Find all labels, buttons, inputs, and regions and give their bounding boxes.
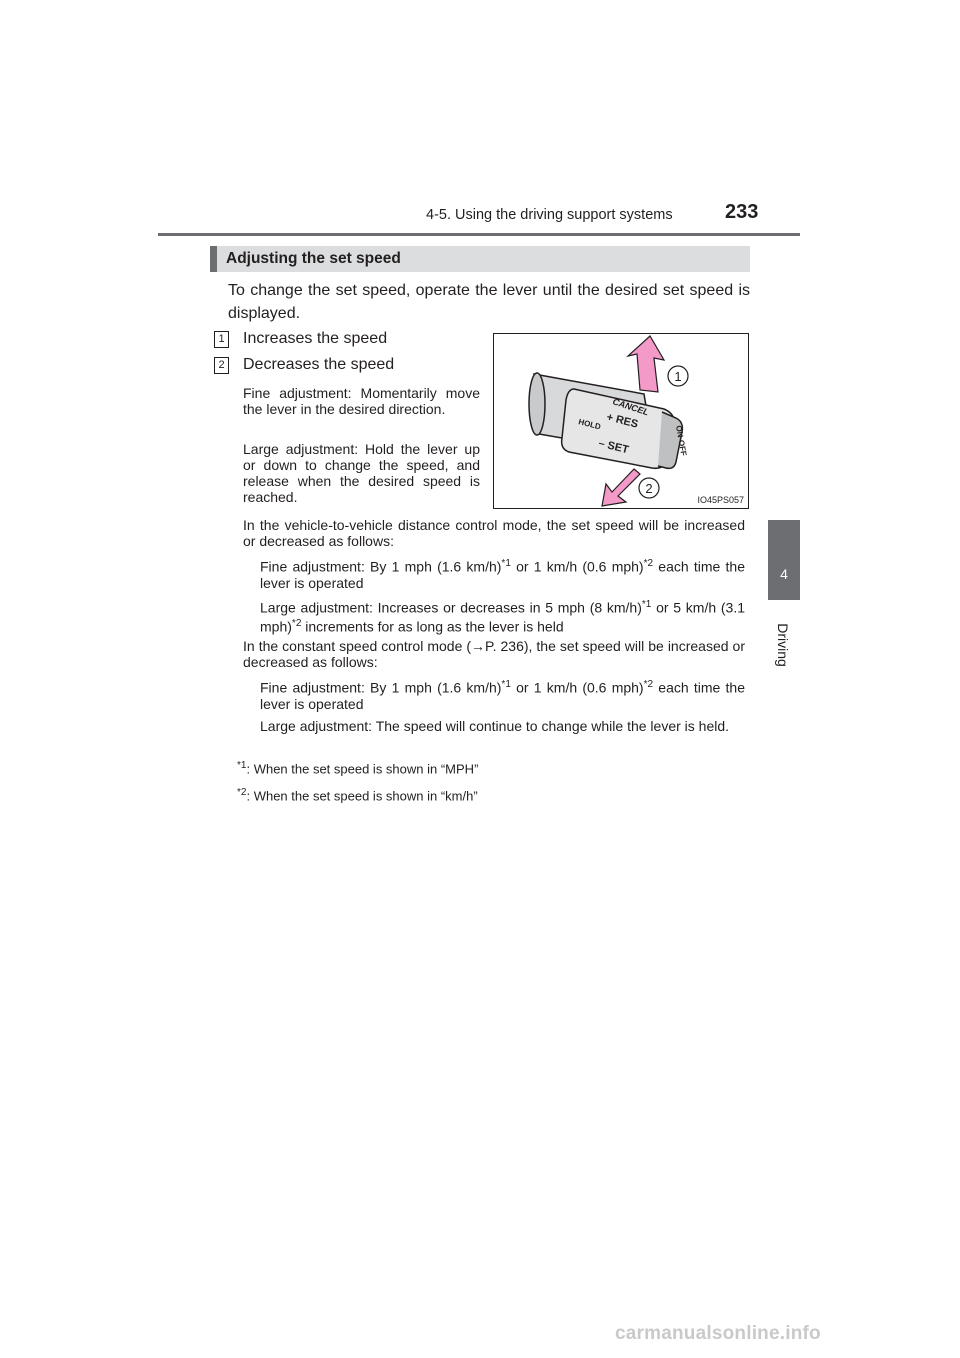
footnote-mark: *2 bbox=[643, 679, 654, 690]
res-label: + RES bbox=[605, 411, 640, 431]
number-badge: 2 bbox=[214, 357, 229, 374]
number-badge: 1 bbox=[214, 331, 229, 348]
page-number: 233 bbox=[725, 201, 759, 223]
list-item-label: Decreases the speed bbox=[243, 356, 395, 373]
intro-paragraph: To change the set speed, operate the lever until the desired set speed is displayed. bbox=[228, 282, 750, 322]
footnote-mark: *1 bbox=[501, 558, 511, 569]
chapter-label-text: Driving bbox=[775, 623, 791, 667]
constant-mode-intro: In the constant speed control mode (→P. 236), the set speed will be increased or decreased as follows: bbox=[243, 638, 745, 670]
set-label: – SET bbox=[597, 437, 630, 457]
large-adjustment-text: Large adjustment: Hold the lever up or down to change the speed, and release when the desired speed is reached. bbox=[243, 441, 480, 505]
footnote-mark: *2 bbox=[291, 617, 302, 629]
callout-2: 2 bbox=[645, 481, 653, 496]
footnote-mark: *2 bbox=[643, 558, 654, 569]
footnote-mark: *1 bbox=[237, 760, 247, 771]
list-item-decrease bbox=[214, 356, 394, 376]
list-item-increase bbox=[214, 330, 387, 350]
chapter-label bbox=[770, 610, 796, 680]
vehicle-fine-adjustment: Fine adjustment: By 1 mph (1.6 km/h)$^{*1}$ or 1 km/h (0.6 mph)$^{*2}$ each time the lever is operated bbox=[260, 558, 745, 591]
vehicle-large-adjustment: Large adjustment: Increases or decreases in 5 mph (8 km/h)$^{*1}$ or 5 km/h (3.1 mph)$^{*2}$ increments for as long as the lever is held bbox=[260, 599, 745, 635]
figure-code: IO45PS057 bbox=[697, 495, 744, 505]
onoff-label: ON-OFF bbox=[674, 424, 689, 457]
callout-1: 1 bbox=[674, 369, 682, 384]
footnote-2: $^{*2}$: When the set speed is shown in “km/h” bbox=[237, 787, 478, 804]
down-arrow-icon bbox=[602, 469, 640, 506]
list-item-label: Increases the speed bbox=[243, 330, 388, 347]
vehicle-mode-intro: In the vehicle-to-vehicle distance control mode, the set speed will be increased or decreased as follows: bbox=[243, 517, 745, 549]
footnote-mark: *1 bbox=[501, 679, 511, 690]
header-rule bbox=[158, 233, 800, 236]
section-title: Adjusting the set speed bbox=[226, 250, 401, 267]
running-header: 4-5. Using the driving support systems bbox=[426, 207, 673, 223]
section-heading bbox=[210, 246, 750, 272]
chapter-tab bbox=[768, 520, 800, 600]
lever-diagram bbox=[494, 334, 748, 508]
lever-illustration bbox=[493, 333, 749, 509]
footnote-1: $^{*1}$: When the set speed is shown in “MPH” bbox=[237, 760, 479, 777]
footnote-mark: *1 bbox=[641, 599, 652, 610]
watermark: carmanualsonline.info bbox=[615, 1323, 821, 1344]
lever-base bbox=[529, 373, 545, 435]
constant-large-adjustment: Large adjustment: The speed will continue to change while the lever is held. bbox=[260, 718, 730, 734]
constant-fine-adjustment: Fine adjustment: By 1 mph (1.6 km/h)$^{*1}$ or 1 km/h (0.6 mph)$^{*2}$ each time the lever is operated bbox=[260, 679, 745, 712]
fine-adjustment-text: Fine adjustment: Momentarily move the lever in the desired direction. bbox=[243, 385, 480, 417]
section-heading-accent bbox=[210, 246, 217, 272]
page-reference-arrow: → bbox=[471, 638, 486, 654]
footnote-mark: *2 bbox=[237, 787, 247, 798]
up-arrow-icon bbox=[628, 336, 664, 392]
chapter-number: 4 bbox=[780, 566, 788, 582]
cancel-label: CANCEL bbox=[611, 396, 651, 418]
hold-label: HOLD bbox=[577, 417, 602, 432]
